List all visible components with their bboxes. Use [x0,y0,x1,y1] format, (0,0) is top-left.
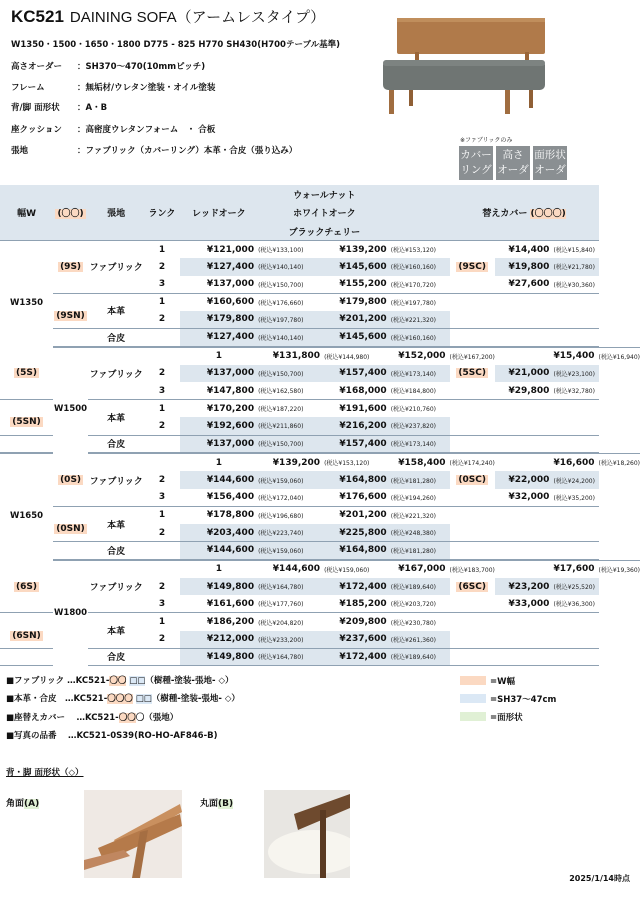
shape-section-title: 背・脚 面形状（◇） [6,768,84,778]
table-row: 合皮 ¥137,000 (税込¥150,700) ¥157,400 (税込¥173,140) [0,435,640,453]
fabric-code: (0S) [60,475,82,486]
spec-row: 高さオーダー ：SH370～470(10mmピッチ) [11,62,206,72]
table-row: (6S) ファブリック 2 ¥149,800 (税込¥164,780) ¥172,400 (税込¥189,640) (6SC) ¥23,200 (税込¥25,520) [0,578,640,596]
table-row: 3 ¥156,400 (税込¥172,040) ¥176,600 (税込¥194,260) ¥32,000 (税込¥35,200) [158,492,595,503]
table-row: (6SN) 2 ¥212,000 (税込¥233,200) ¥237,600 (税込¥261,360) [0,631,640,649]
spec-row: 座クッション ：高密度ウレタンフォーム ・ 合板 [11,125,216,135]
leather-code: (5SN) [12,417,41,428]
legend-row: ■座替えカバー …KC521-〇〇〇（張地） [6,713,179,723]
legend-swatch-label: =W幅 [490,677,515,687]
leather-code: (6SN) [12,630,41,641]
spec-row: フレーム ：無垢材/ウレタン塗装・オイル塗装 [11,83,216,93]
table-row: 3 ¥161,600 (税込¥177,760) ¥185,200 (税込¥203,720) ¥33,000 (税込¥36,300) [158,598,595,609]
table-header-row: ブラックチェリー [0,222,640,241]
table-row: W1350 1 ¥121,000 (税込¥133,100) ¥139,200 (税込¥153,120) ¥14,400 (税込¥15,840) [0,241,640,259]
width-label: W1800 [53,560,88,666]
fabric-code: (5S) [16,368,38,379]
shape-a-label: 角面(A) [6,799,40,809]
fabric-only-note: ※ファブリックのみ [460,137,513,144]
header-cover: 替えカバー (〇〇〇) [482,209,566,220]
table-row: (0SN) 2 ¥203,400 (税込¥223,740) ¥225,800 (税込¥248,380) [0,524,640,542]
table-row: 3 ¥137,000 (税込¥150,700) ¥155,200 (税込¥170,720) ¥27,600 (税込¥30,360) [158,279,595,290]
legend-swatch-label: =SH37～47cm [490,695,557,705]
option-chip: 面形状 オーダー [533,146,567,180]
legend-row: ■ファブリック …KC521-〇〇 □□（樹種-塗装-張地- ◇） [6,676,234,686]
table-row: 本革 1 ¥160,600 (税込¥176,660) ¥179,800 (税込¥197,780) [0,293,640,311]
width-label: W1350 [0,241,53,365]
leather-code: (0SN) [56,524,85,534]
table-header-row: ウォールナット [0,185,640,204]
legend-row: ■本革・合皮 …KC521-〇〇〇 □□（樹種-塗装-張地- ◇） [6,694,240,704]
table-row: W1650 1 ¥139,200 (税込¥153,120) ¥158,400 (税込¥174,240) ¥16,600 (税込¥18,260) [0,454,640,472]
legend-swatch [460,694,486,703]
sofa-photo [375,12,575,120]
table-row: (9SN) 2 ¥179,800 (税込¥197,780) ¥201,200 (税込¥221,320) [0,311,640,329]
table-row: W1500 1 ¥131,800 (税込¥144,980) ¥152,000 (税込¥167,200) ¥15,400 (税込¥16,940) [0,347,640,365]
fabric-code: (6S) [16,581,38,592]
table-row: (5SN) 2 ¥192,600 (税込¥211,860) ¥216,200 (税込¥237,820) [0,417,640,435]
option-chip: カバー リング [459,146,493,180]
table-row: W1800 1 ¥144,600 (税込¥159,060) ¥167,000 (税込¥183,700) ¥17,600 (税込¥19,360) [0,560,640,578]
fabric-code: (9S) [60,261,82,272]
legend-swatch-label: =面形状 [490,713,523,723]
cover-code: (5SC) [458,368,486,379]
table-row: (5S) ファブリック 2 ¥137,000 (税込¥150,700) ¥157,400 (税込¥173,140) (5SC) ¥21,000 (税込¥23,100) [0,365,640,383]
spec-row: 背/脚 面形状 ：A・B [11,103,108,113]
table-row: 本革 1 ¥186,200 (税込¥204,820) ¥209,800 (税込¥230,780) [0,613,640,631]
table-row: (9S) ファブリック 2 ¥127,400 (税込¥140,140) ¥145,600 (税込¥160,160) (9SC) ¥19,800 (税込¥21,780) [0,258,640,276]
table-header-row: 幅W (〇〇) 張地 ランク レッドオーク ホワイトオーク 替えカバー (〇〇〇) [0,204,640,223]
shape-b-photo [264,790,350,878]
table-row: (0S) ファブリック 2 ¥144,600 (税込¥159,060) ¥164,800 (税込¥181,280) (0SC) ¥22,000 (税込¥24,200) [0,471,640,489]
shape-b-label: 丸面(B) [200,799,234,809]
table-row: 本革 1 ¥170,200 (税込¥187,220) ¥191,600 (税込¥210,760) [0,400,640,418]
width-label: W1650 [0,454,53,578]
legend-row: ■写真の品番 …KC521-0S39(RO-HO-AF846-B) [6,731,218,741]
as-of-date: 2025/1/14時点 [569,874,630,883]
table-row: 3 ¥147,800 (税込¥162,580) ¥168,000 (税込¥184,800) ¥29,800 (税込¥32,780) [158,385,595,396]
price-table [0,185,640,666]
shape-a-photo [84,790,182,878]
cover-code: (6SC) [458,581,486,592]
option-chip: 高さ オーダー [496,146,530,180]
page-title: KC521 DAINING SOFA（アームレスタイプ） [11,7,326,26]
size-spec: W1350・1500・1650・1800 D775 - 825 H770 SH430(H700テーブル基準) [11,40,341,50]
table-row: 本革 1 ¥178,800 (税込¥196,680) ¥201,200 (税込¥221,320) [0,506,640,524]
legend-swatch [460,712,486,721]
table-row: 合皮 ¥144,600 (税込¥159,060) ¥164,800 (税込¥181,280) [0,542,640,560]
cover-code: (0SC) [458,475,486,486]
leather-code: (9SN) [56,310,85,321]
table-row: 合皮 ¥127,400 (税込¥140,140) ¥145,600 (税込¥160,160) [0,328,640,346]
cover-code: (9SC) [458,261,486,272]
table-row: 合皮 ¥149,800 (税込¥164,780) ¥172,400 (税込¥189,640) [0,648,640,666]
legend-swatch [460,676,486,685]
header-code: (〇〇) [57,209,84,220]
table-row [0,666,640,667]
spec-row: 張地 ：ファブリック（カバーリング）本革・合皮（張り込み） [11,146,298,156]
header-width: 幅W [17,209,36,220]
width-label: W1500 [53,347,88,471]
